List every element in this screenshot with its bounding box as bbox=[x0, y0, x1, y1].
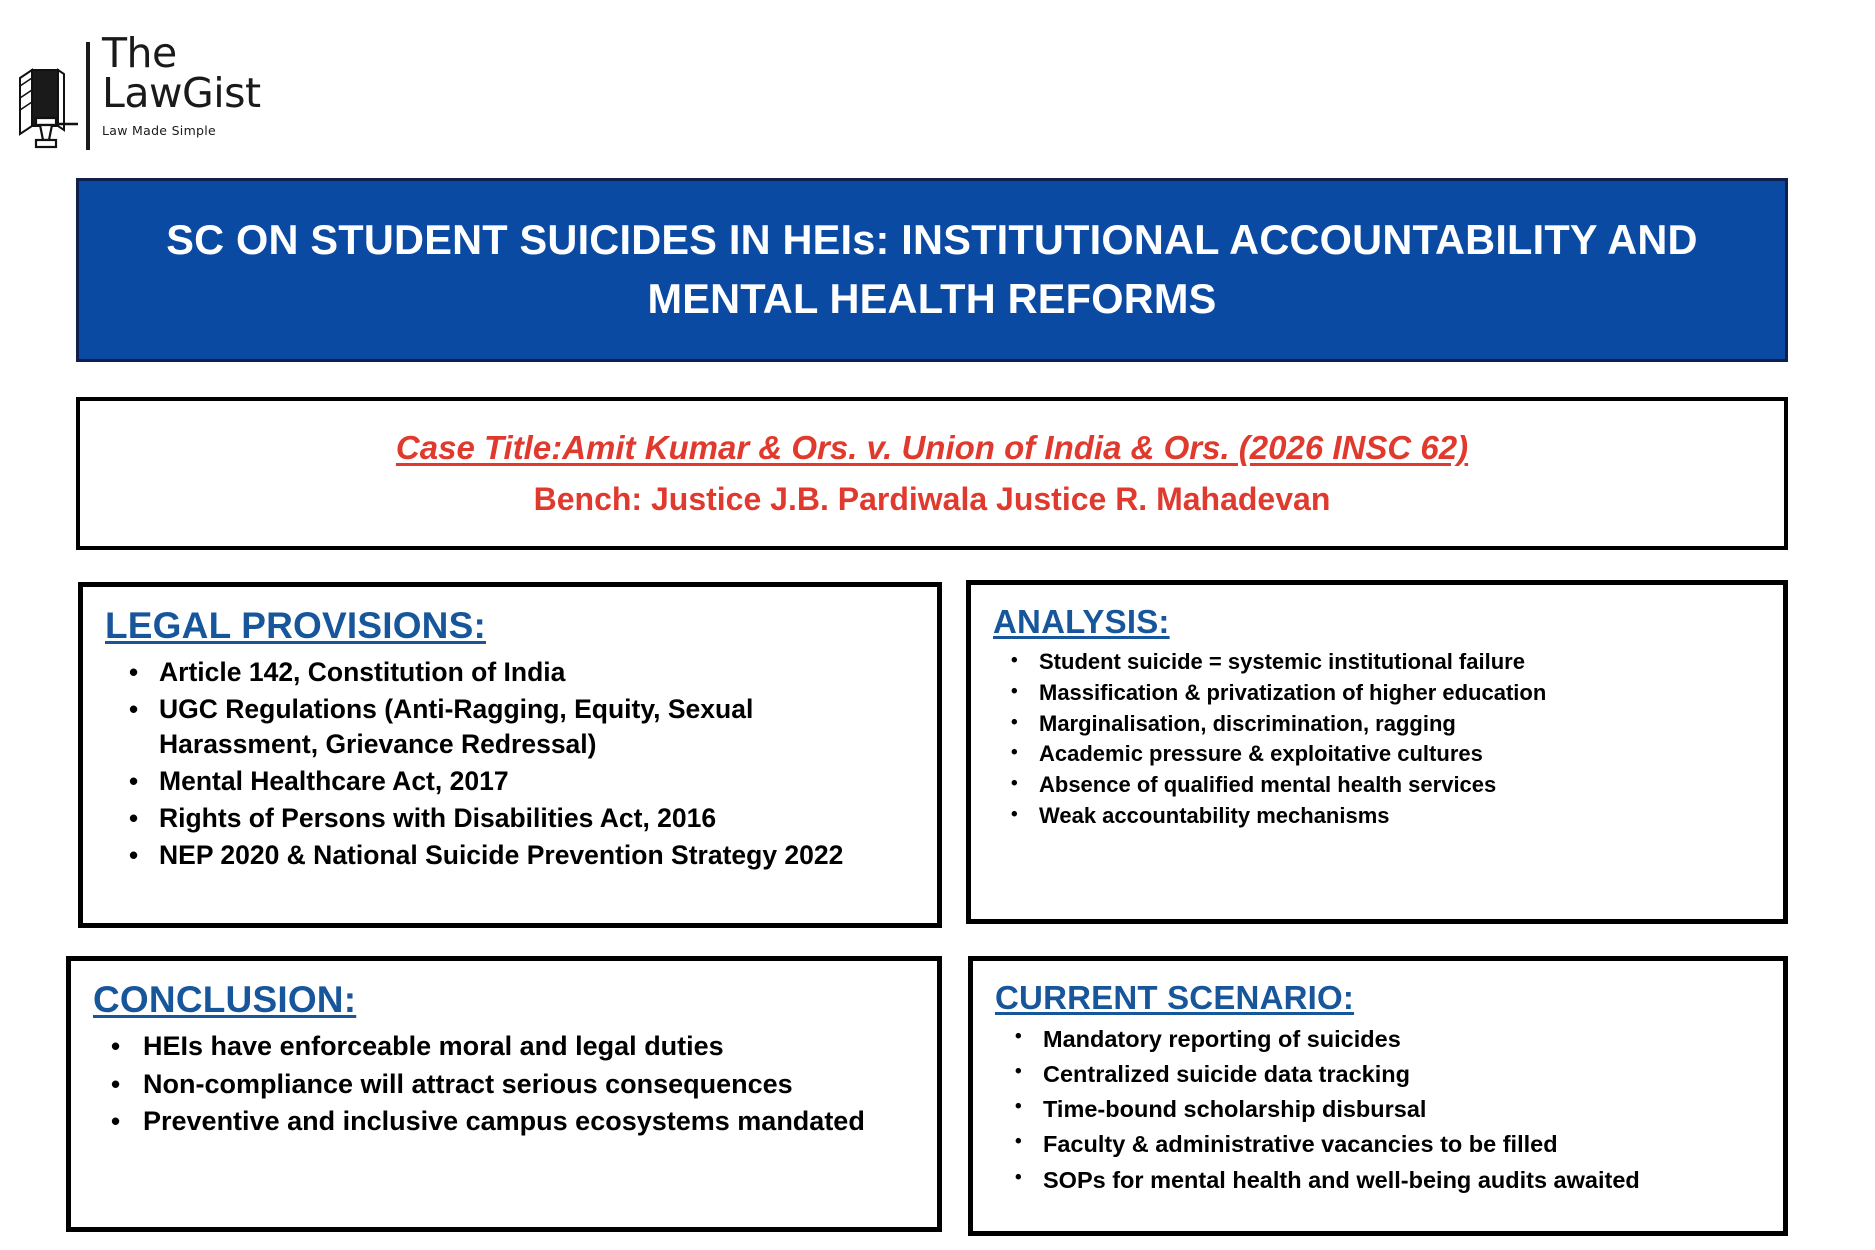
current-scenario-box bbox=[968, 956, 1788, 1236]
analysis-box bbox=[966, 580, 1788, 924]
title-banner bbox=[76, 178, 1788, 362]
logo-wordmark bbox=[102, 29, 261, 138]
analysis-list bbox=[993, 649, 1761, 830]
logo-name-line2: LawGist bbox=[102, 68, 261, 117]
logo-divider bbox=[86, 42, 90, 150]
case-info-box bbox=[76, 397, 1788, 550]
list-item: • Mandatory reporting of suicides bbox=[995, 1025, 1761, 1054]
legal-provisions-box bbox=[78, 582, 942, 928]
list-item: • Weak accountability mechanisms bbox=[993, 803, 1761, 830]
legal-provisions-list bbox=[105, 655, 915, 873]
list-item: • HEIs have enforceable moral and legal duties bbox=[93, 1029, 915, 1065]
logo-name-line1: The bbox=[102, 29, 177, 77]
brand-logo bbox=[14, 29, 304, 159]
list-item: • Article 142, Constitution of India bbox=[105, 655, 915, 690]
conclusion-list bbox=[93, 1029, 915, 1140]
conclusion-heading: CONCLUSION: bbox=[93, 979, 357, 1020]
logo-tagline: Law Made Simple bbox=[102, 122, 217, 138]
list-item: • Absence of qualified mental health services bbox=[993, 772, 1761, 799]
list-item: • Mental Healthcare Act, 2017 bbox=[105, 764, 915, 799]
conclusion-box bbox=[66, 956, 942, 1232]
list-item: • Marginalisation, discrimination, ragging bbox=[993, 711, 1761, 738]
list-item: • NEP 2020 & National Suicide Prevention Strategy 2022 bbox=[105, 838, 915, 873]
list-item: • Time-bound scholarship disbursal bbox=[995, 1095, 1761, 1124]
current-scenario-list bbox=[995, 1025, 1761, 1195]
list-item: • Rights of Persons with Disabilities Act, 2016 bbox=[105, 801, 915, 836]
case-bench: Bench: Justice J.B. Pardiwala Justice R. Mahadevan bbox=[533, 480, 1331, 517]
legal-provisions-heading: LEGAL PROVISIONS: bbox=[105, 605, 486, 646]
list-item: • Student suicide = systemic institutional failure bbox=[993, 649, 1761, 676]
list-item: • SOPs for mental health and well-being audits awaited bbox=[995, 1166, 1761, 1195]
case-title: Case Title:Amit Kumar & Ors. v. Union of India & Ors. (2026 INSC 62) bbox=[395, 428, 1469, 466]
list-item: • Preventive and inclusive campus ecosystems mandated bbox=[93, 1104, 915, 1140]
list-item: • Centralized suicide data tracking bbox=[995, 1060, 1761, 1089]
page-title: SC ON STUDENT SUICIDES IN HEIs: INSTITUTIONAL ACCOUNTABILITY AND MENTAL HEALTH REFORMS bbox=[166, 216, 1698, 322]
list-item: • Academic pressure & exploitative cultures bbox=[993, 741, 1761, 768]
list-item: • Faculty & administrative vacancies to be filled bbox=[995, 1130, 1761, 1159]
list-item: • Massification & privatization of higher education bbox=[993, 680, 1761, 707]
analysis-heading: ANALYSIS: bbox=[993, 603, 1170, 640]
list-item: • UGC Regulations (Anti-Ragging, Equity, Sexual Harassment, Grievance Redressal) bbox=[105, 692, 915, 762]
book-gavel-icon bbox=[14, 64, 80, 154]
list-item: • Non-compliance will attract serious consequences bbox=[93, 1067, 915, 1103]
current-scenario-heading: CURRENT SCENARIO: bbox=[995, 979, 1355, 1016]
